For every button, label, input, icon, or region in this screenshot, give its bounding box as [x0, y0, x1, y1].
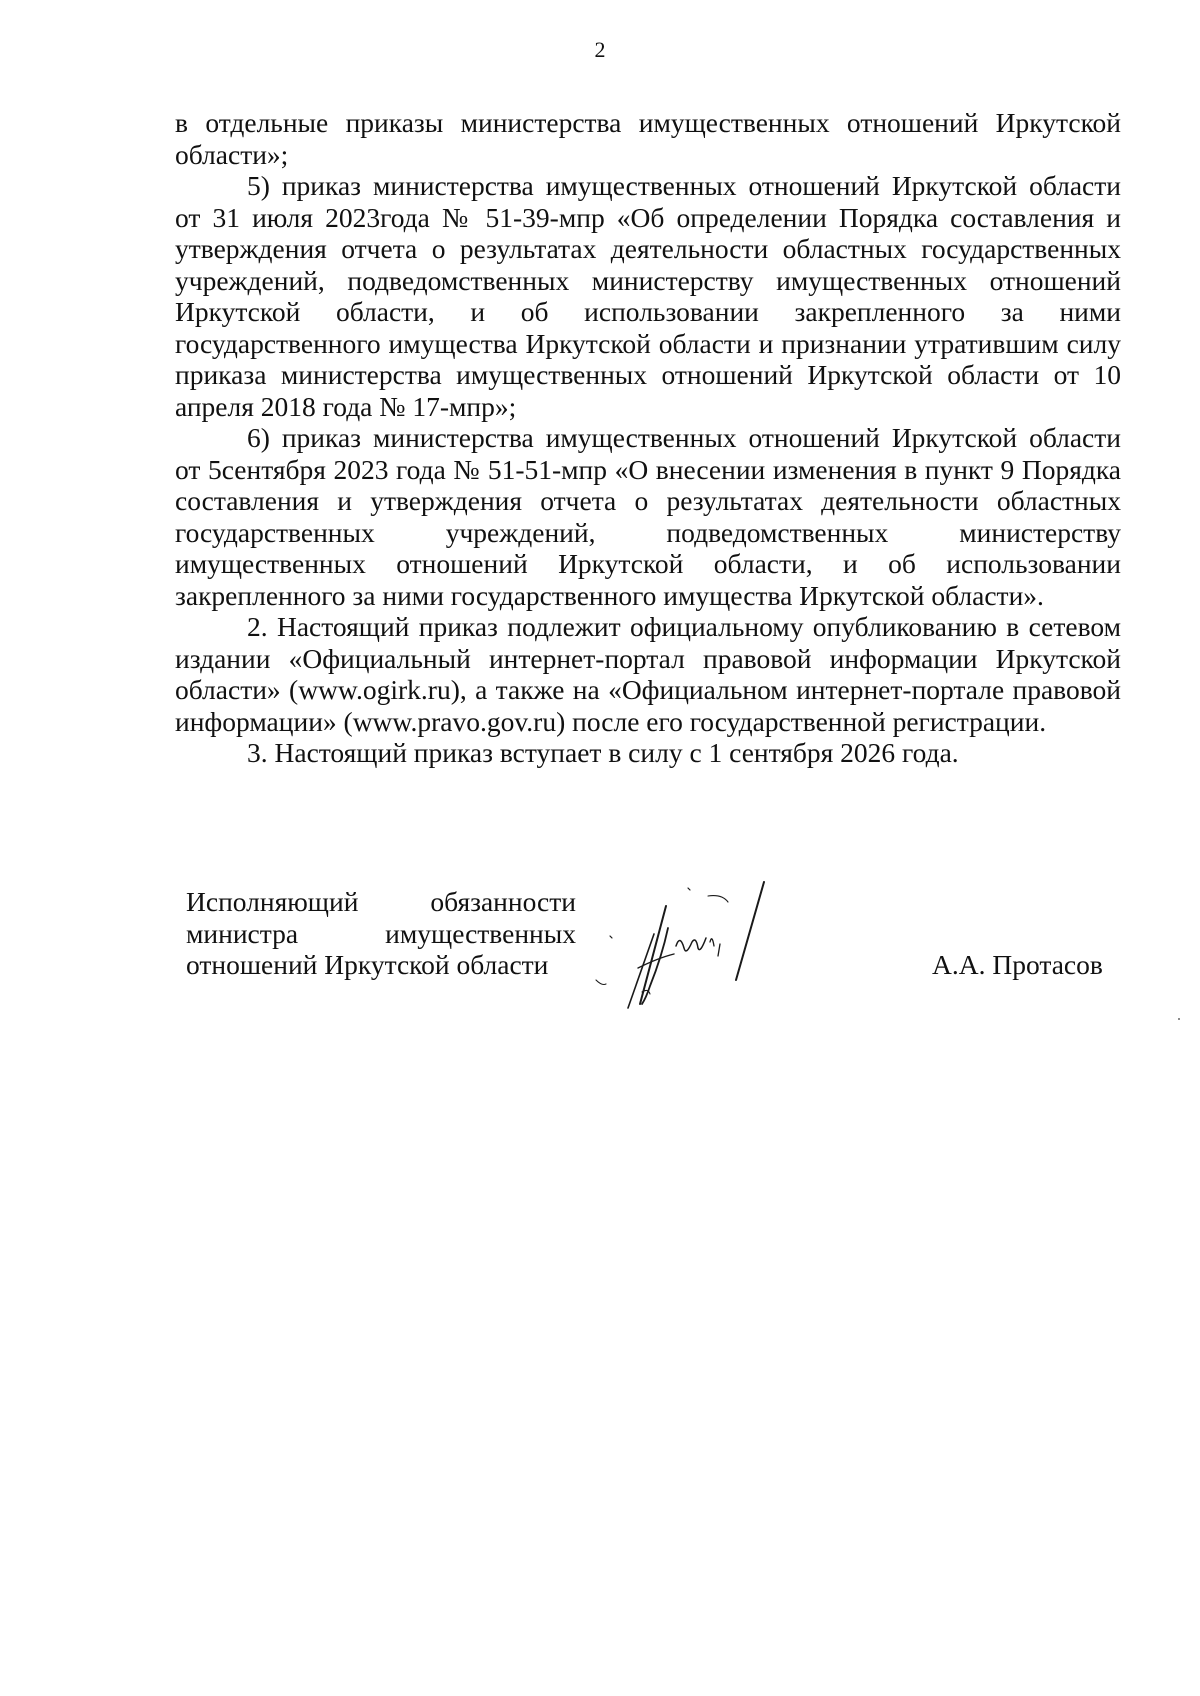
position-line: министра имущественных — [186, 917, 576, 949]
document-body — [175, 107, 1121, 769]
signatory-position — [186, 886, 576, 981]
paragraph-item-6: 6) приказ министерства имущественных отношений Иркутской области от 5сентября 2023 года № 51-51-мпр «О внесении изменения в пункт 9 Порядка составления и утверждения отчета о результатах деятельности областных государственных учреждений, подведомственных министерству имущественных отношений Иркутской области, и об использовании закрепленного за ними государственного имущества Иркутской области». — [175, 422, 1121, 611]
scan-speck — [1178, 1018, 1180, 1020]
page-number: 2 — [594, 37, 606, 62]
position-line: отношений Иркутской области — [186, 949, 549, 980]
position-line: Исполняющий обязанности — [186, 886, 576, 917]
paragraph-clause-3: 3. Настоящий приказ вступает в силу с 1 сентября 2026 года. — [247, 737, 959, 768]
paragraph-continuation: в отдельные приказы министерства имущественных отношений Иркутской области»; — [175, 107, 1121, 170]
signatory-name: А.А. Протасов — [932, 949, 1103, 980]
paragraph-clause-2: 2. Настоящий приказ подлежит официальному опубликованию в сетевом издании «Официальный интернет-портал правовой информации Иркутской области» (www.ogirk.ru), а также на «Официальном интернет-портале правовой информации» (www.pravo.gov.ru) после его государственной регистрации. — [175, 611, 1121, 737]
paragraph-item-5: 5) приказ министерства имущественных отношений Иркутской области от 31 июля 2023года № 51-39-мпр «Об определении Порядка составления и утверждения отчета о результатах деятельности областных государственных учреждений, подведомственных министерству имущественных отношений Иркутской области, и об использовании закрепленного за ними государственного имущества Иркутской области и признании утратившим силу приказа министерства имущественных отношений Иркутской области от 10 апреля 2018 года № 17-мпр»; — [175, 170, 1121, 422]
handwritten-signature — [588, 876, 828, 1016]
